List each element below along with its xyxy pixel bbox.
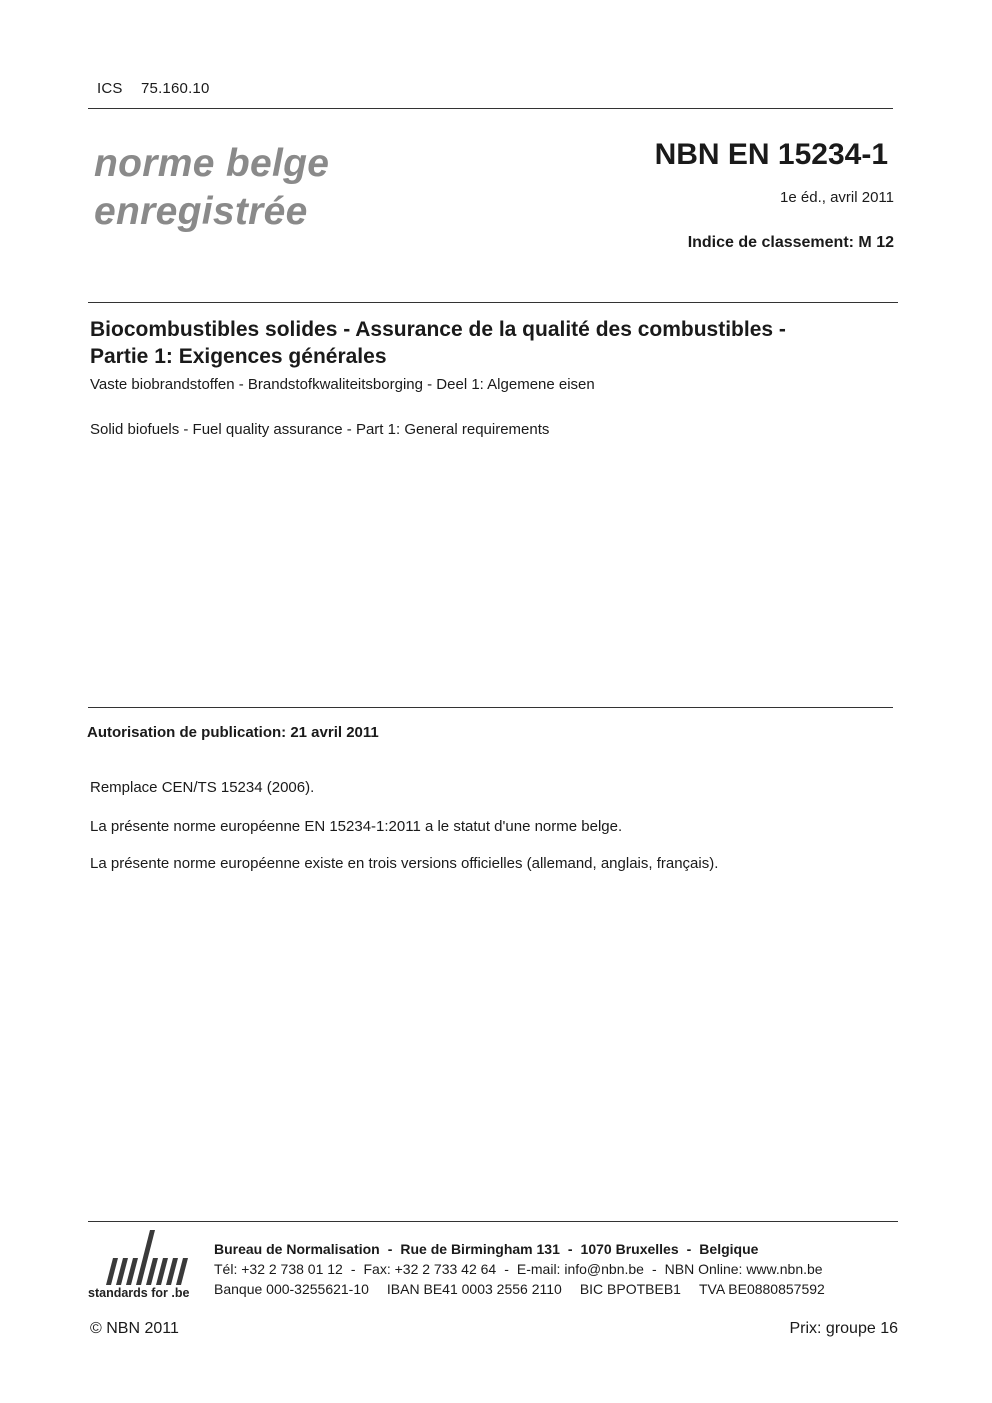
edition: 1e éd., avril 2011 xyxy=(780,189,894,206)
brand-title xyxy=(94,140,329,236)
copyright: © NBN 2011 xyxy=(90,1320,179,1337)
bank-account: Banque 000-3255621-10 xyxy=(214,1281,369,1297)
publication-authorisation: Autorisation de publication: 21 avril 2011 xyxy=(87,724,379,741)
title-fr-line-1: Biocombustibles solides - Assurance de la qualité des combustibles - xyxy=(90,318,786,341)
title-rule xyxy=(88,302,898,303)
title-en: Solid biofuels - Fuel quality assurance - Part 1: General requirements xyxy=(90,421,550,438)
price-group: Prix: groupe 16 xyxy=(789,1320,898,1337)
bank-bic: BIC BPOTBEB1 xyxy=(579,1281,681,1297)
contact-line: Tél: +32 2 738 01 12 - Fax: +32 2 733 42 64 - E-mail: info@nbn.be - NBN Online: www.nbn.be xyxy=(214,1261,823,1277)
contact-fax: Fax: +32 2 733 42 64 xyxy=(363,1261,497,1277)
note-status: La présente norme européenne EN 15234-1:2011 a le statut d'une norme belge. xyxy=(90,818,623,835)
ics-code: 75.160.10 xyxy=(140,80,210,97)
header-rule xyxy=(88,108,893,109)
contact-website: NBN Online: www.nbn.be xyxy=(664,1261,823,1277)
ics-line xyxy=(97,80,210,97)
logo-tagline: standards for .be xyxy=(88,1286,190,1300)
bureau-street: Rue de Birmingham 131 xyxy=(400,1241,560,1257)
title-nl: Vaste biobrandstoffen - Brandstofkwaliteitsborging - Deel 1: Algemene eisen xyxy=(90,376,595,393)
publication-rule xyxy=(88,707,893,708)
bureau-name: Bureau de Normalisation xyxy=(214,1241,380,1257)
nbn-logo xyxy=(88,1228,200,1306)
brand-line-2: enregistrée xyxy=(94,190,308,233)
bureau-country: Belgique xyxy=(699,1241,759,1257)
standard-number: NBN EN 15234-1 xyxy=(654,138,888,171)
note-versions: La présente norme européenne existe en trois versions officielles (allemand, anglais, français). xyxy=(90,855,719,872)
bureau-city: 1070 Bruxelles xyxy=(580,1241,679,1257)
contact-email: E-mail: info@nbn.be xyxy=(516,1261,644,1277)
contact-phone: Tél: +32 2 738 01 12 xyxy=(214,1261,343,1277)
bank-vat: TVA BE0880857592 xyxy=(698,1281,825,1297)
bank-line xyxy=(214,1281,825,1297)
ics-label: ICS xyxy=(97,80,123,97)
document-title xyxy=(90,316,890,370)
bank-iban: IBAN BE41 0003 2556 2110 xyxy=(386,1281,562,1297)
classification-index: Indice de classement: M 12 xyxy=(687,234,894,251)
footer-rule xyxy=(88,1221,898,1222)
bureau-address: Bureau de Normalisation - Rue de Birmingham 131 - 1070 Bruxelles - Belgique xyxy=(214,1241,759,1257)
brand-line-1: norme belge xyxy=(94,142,330,185)
title-fr-line-2: Partie 1: Exigences générales xyxy=(90,345,387,368)
note-replaces: Remplace CEN/TS 15234 (2006). xyxy=(90,779,315,796)
nbn-logo-mark xyxy=(100,1228,190,1286)
